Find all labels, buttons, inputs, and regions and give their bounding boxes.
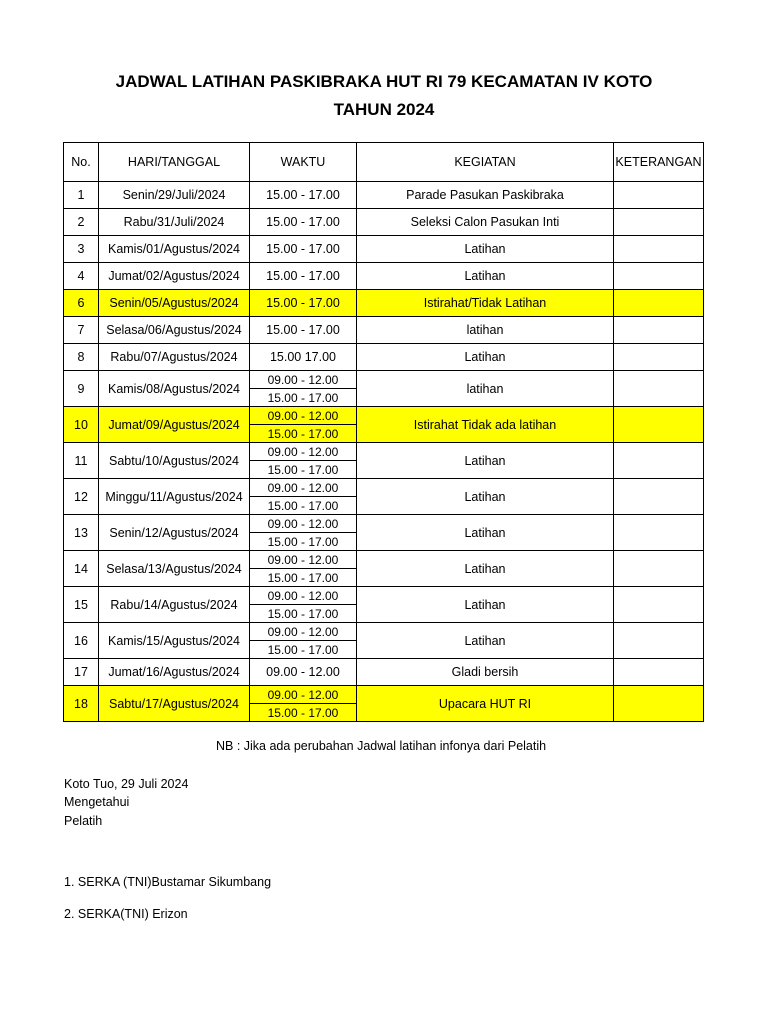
row-time: 09.00 - 12.00 xyxy=(250,587,357,605)
row-activity: Parade Pasukan Paskibraka xyxy=(357,182,614,209)
row-activity: Latihan xyxy=(357,443,614,479)
row-number: 18 xyxy=(64,686,99,722)
row-time: 15.00 - 17.00 xyxy=(250,641,357,659)
table-row xyxy=(64,686,704,704)
row-note xyxy=(614,623,704,659)
row-activity: latihan xyxy=(357,371,614,407)
row-date: Senin/29/Juli/2024 xyxy=(99,182,250,209)
row-note xyxy=(614,317,704,344)
row-date: Sabtu/10/Agustus/2024 xyxy=(99,443,250,479)
signatory-1: 1. SERKA (TNI)Bustamar Sikumbang xyxy=(64,875,272,889)
row-time: 15.00 - 17.00 xyxy=(250,263,357,290)
row-note xyxy=(614,236,704,263)
row-number: 16 xyxy=(64,623,99,659)
row-time: 09.00 - 12.00 xyxy=(250,686,357,704)
row-note xyxy=(614,371,704,407)
row-date: Kamis/15/Agustus/2024 xyxy=(99,623,250,659)
row-activity: Gladi bersih xyxy=(357,659,614,686)
row-number: 12 xyxy=(64,479,99,515)
row-time: 15.00 - 17.00 xyxy=(250,605,357,623)
table-row xyxy=(64,515,704,533)
row-activity: Latihan xyxy=(357,479,614,515)
row-activity: latihan xyxy=(357,317,614,344)
table-row xyxy=(64,371,704,389)
row-number: 15 xyxy=(64,587,99,623)
row-number: 9 xyxy=(64,371,99,407)
header-no: No. xyxy=(64,143,99,182)
row-date: Rabu/14/Agustus/2024 xyxy=(99,587,250,623)
row-time: 15.00 - 17.00 xyxy=(250,533,357,551)
row-time: 15.00 - 17.00 xyxy=(250,461,357,479)
row-number: 13 xyxy=(64,515,99,551)
row-note xyxy=(614,407,704,443)
row-note xyxy=(614,263,704,290)
row-time: 15.00 - 17.00 xyxy=(250,425,357,443)
place-date: Koto Tuo, 29 Juli 2024 xyxy=(64,777,189,791)
row-time: 09.00 - 12.00 xyxy=(250,371,357,389)
row-number: 2 xyxy=(64,209,99,236)
row-note xyxy=(614,686,704,722)
table-row xyxy=(64,659,704,686)
document-year: TAHUN 2024 xyxy=(333,100,435,119)
table-row xyxy=(64,344,704,371)
row-date: Jumat/02/Agustus/2024 xyxy=(99,263,250,290)
row-note xyxy=(614,344,704,371)
row-activity: Istirahat/Tidak Latihan xyxy=(357,290,614,317)
row-date: Selasa/06/Agustus/2024 xyxy=(99,317,250,344)
row-date: Rabu/07/Agustus/2024 xyxy=(99,344,250,371)
row-number: 1 xyxy=(64,182,99,209)
row-activity: Latihan xyxy=(357,236,614,263)
table-row xyxy=(64,317,704,344)
table-row xyxy=(64,443,704,461)
row-number: 14 xyxy=(64,551,99,587)
row-number: 4 xyxy=(64,263,99,290)
row-date: Senin/05/Agustus/2024 xyxy=(99,290,250,317)
row-note xyxy=(614,479,704,515)
row-time: 09.00 - 12.00 xyxy=(250,515,357,533)
row-number: 17 xyxy=(64,659,99,686)
row-time: 15.00 - 17.00 xyxy=(250,290,357,317)
row-activity: Upacara HUT RI xyxy=(357,686,614,722)
row-time: 09.00 - 12.00 xyxy=(250,623,357,641)
row-activity: Latihan xyxy=(357,263,614,290)
row-activity: Latihan xyxy=(357,587,614,623)
row-activity: Istirahat Tidak ada latihan xyxy=(357,407,614,443)
mengetahui-label: Mengetahui xyxy=(64,795,130,809)
row-activity: Seleksi Calon Pasukan Inti xyxy=(357,209,614,236)
table-row xyxy=(64,479,704,497)
row-date: Kamis/08/Agustus/2024 xyxy=(99,371,250,407)
header-time: WAKTU xyxy=(250,143,357,182)
row-activity: Latihan xyxy=(357,515,614,551)
row-date: Kamis/01/Agustus/2024 xyxy=(99,236,250,263)
row-note xyxy=(614,587,704,623)
row-date: Jumat/16/Agustus/2024 xyxy=(99,659,250,686)
row-time: 09.00 - 12.00 xyxy=(250,443,357,461)
row-time: 15.00 - 17.00 xyxy=(250,317,357,344)
row-number: 8 xyxy=(64,344,99,371)
row-time: 09.00 - 12.00 xyxy=(250,407,357,425)
row-activity: Latihan xyxy=(357,551,614,587)
table-header-row xyxy=(64,143,704,182)
row-note xyxy=(614,290,704,317)
row-time: 15.00 - 17.00 xyxy=(250,569,357,587)
row-time: 15.00 17.00 xyxy=(250,344,357,371)
header-note: KETERANGAN xyxy=(614,143,704,182)
row-time: 09.00 - 12.00 xyxy=(250,479,357,497)
row-note xyxy=(614,659,704,686)
row-activity: Latihan xyxy=(357,623,614,659)
row-number: 10 xyxy=(64,407,99,443)
signatory-2: 2. SERKA(TNI) Erizon xyxy=(64,907,188,921)
row-date: Sabtu/17/Agustus/2024 xyxy=(99,686,250,722)
row-date: Senin/12/Agustus/2024 xyxy=(99,515,250,551)
document-title: JADWAL LATIHAN PASKIBRAKA HUT RI 79 KECAMATAN IV KOTO xyxy=(115,72,653,91)
row-time: 15.00 - 17.00 xyxy=(250,236,357,263)
pelatih-label: Pelatih xyxy=(64,814,103,828)
row-note xyxy=(614,551,704,587)
header-date: HARI/TANGGAL xyxy=(99,143,250,182)
table-row xyxy=(64,263,704,290)
table-row xyxy=(64,290,704,317)
row-note xyxy=(614,515,704,551)
row-time: 15.00 - 17.00 xyxy=(250,704,357,722)
row-time: 15.00 - 17.00 xyxy=(250,209,357,236)
header-activity: KEGIATAN xyxy=(357,143,614,182)
table-row xyxy=(64,587,704,605)
row-date: Minggu/11/Agustus/2024 xyxy=(99,479,250,515)
table-body xyxy=(64,182,704,722)
row-number: 11 xyxy=(64,443,99,479)
row-date: Rabu/31/Juli/2024 xyxy=(99,209,250,236)
row-time: 09.00 - 12.00 xyxy=(250,551,357,569)
row-note xyxy=(614,182,704,209)
row-activity: Latihan xyxy=(357,344,614,371)
table-row xyxy=(64,182,704,209)
table-row xyxy=(64,551,704,569)
row-time: 15.00 - 17.00 xyxy=(250,389,357,407)
note-nb: NB : Jika ada perubahan Jadwal latihan infonya dari Pelatih xyxy=(216,739,547,753)
row-number: 3 xyxy=(64,236,99,263)
row-time: 15.00 - 17.00 xyxy=(250,182,357,209)
row-time: 09.00 - 12.00 xyxy=(250,659,357,686)
table-row xyxy=(64,623,704,641)
table-row xyxy=(64,209,704,236)
table-row xyxy=(64,407,704,425)
row-time: 15.00 - 17.00 xyxy=(250,497,357,515)
row-note xyxy=(614,443,704,479)
row-date: Selasa/13/Agustus/2024 xyxy=(99,551,250,587)
row-number: 6 xyxy=(64,290,99,317)
row-date: Jumat/09/Agustus/2024 xyxy=(99,407,250,443)
row-note xyxy=(614,209,704,236)
table-row xyxy=(64,236,704,263)
row-number: 7 xyxy=(64,317,99,344)
schedule-table xyxy=(63,142,704,722)
